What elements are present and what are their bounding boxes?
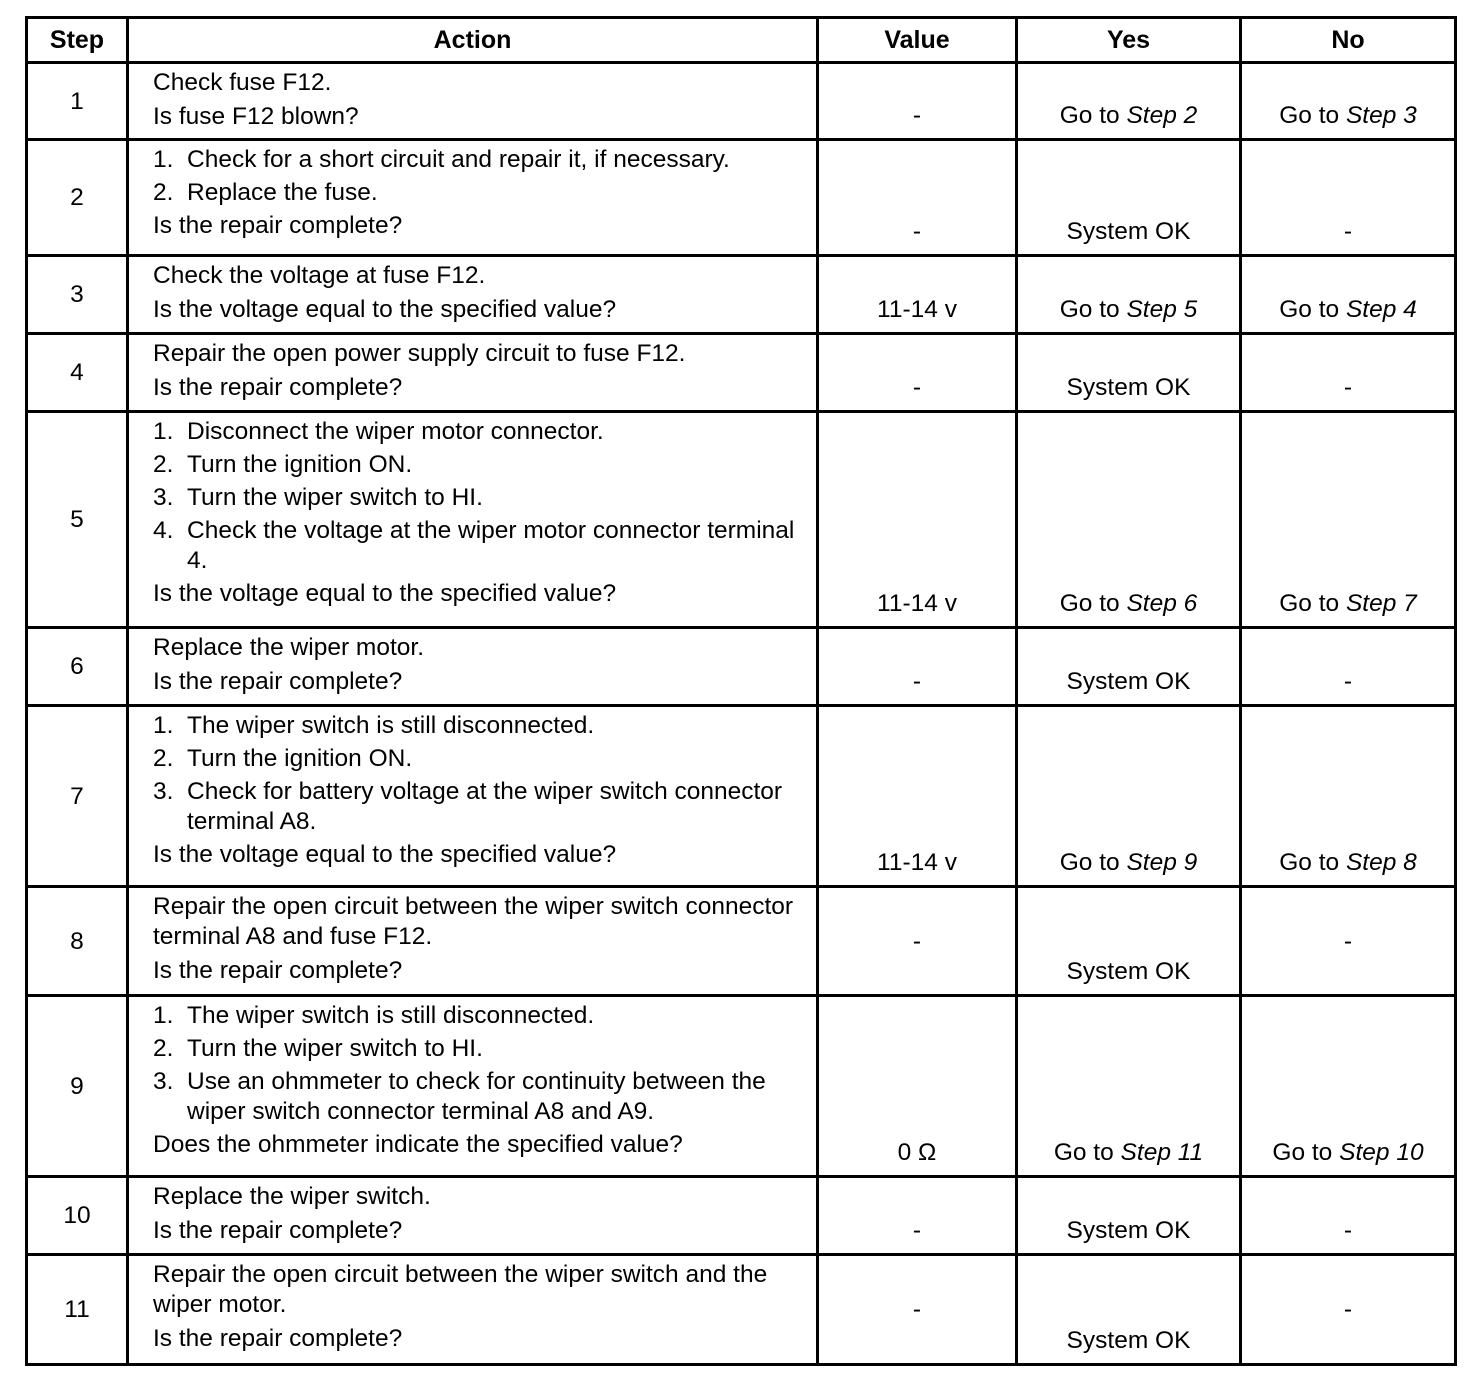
goto-prefix: Go to — [1279, 102, 1346, 129]
action-cell — [128, 63, 818, 140]
step-number: 4 — [27, 334, 128, 412]
action-text: Replace the wiper switch. — [153, 1183, 431, 1210]
item-text: Check the voltage at the wiper motor connector terminal 4. — [187, 517, 795, 574]
action-question: Is the voltage equal to the specified value? — [153, 580, 617, 607]
value-cell: 0 Ω — [818, 996, 1017, 1177]
action-step-item — [153, 450, 806, 480]
no-cell: - — [1241, 628, 1456, 706]
yes-cell — [1017, 256, 1241, 334]
goto-step-link: Step 2 — [1126, 102, 1198, 129]
action-cell — [128, 706, 818, 887]
action-question: Does the ohmmeter indicate the specified value? — [153, 1131, 683, 1158]
value-cell: - — [818, 140, 1017, 256]
table-row — [27, 706, 1456, 887]
table-row — [27, 628, 1456, 706]
header-row — [27, 18, 1456, 63]
action-text: Repair the open power supply circuit to fuse F12. — [153, 340, 686, 367]
no-cell — [1241, 996, 1456, 1177]
step-number: 11 — [27, 1255, 128, 1365]
item-number: 2. — [153, 1035, 174, 1062]
goto-step-link: Step 6 — [1126, 590, 1198, 617]
value-cell: 11-14 v — [818, 256, 1017, 334]
action-step-item — [153, 711, 806, 741]
goto-prefix: Go to — [1279, 590, 1346, 617]
goto-prefix: Go to — [1272, 1139, 1340, 1166]
action-cell — [128, 256, 818, 334]
value-cell: - — [818, 887, 1017, 996]
action-question: Is the voltage equal to the specified value? — [153, 841, 617, 868]
step-number: 5 — [27, 412, 128, 628]
action-question: Is the repair complete? — [153, 374, 403, 401]
table-row — [27, 334, 1456, 412]
header-yes: Yes — [1017, 18, 1241, 63]
action-cell — [128, 140, 818, 256]
table-row — [27, 140, 1456, 256]
item-text: The wiper switch is still disconnected. — [187, 712, 595, 739]
item-number: 1. — [153, 146, 174, 173]
value-cell: - — [818, 63, 1017, 140]
action-step-item — [153, 417, 806, 447]
step-number: 6 — [27, 628, 128, 706]
no-cell — [1241, 256, 1456, 334]
item-number: 3. — [153, 778, 174, 805]
action-text: Replace the wiper motor. — [153, 634, 424, 661]
value-cell: - — [818, 628, 1017, 706]
diagnostic-table — [25, 16, 1457, 1366]
yes-cell — [1017, 412, 1241, 628]
action-cell — [128, 1255, 818, 1365]
table-row — [27, 412, 1456, 628]
table-row — [27, 63, 1456, 140]
action-step-item — [153, 1001, 806, 1031]
no-cell — [1241, 412, 1456, 628]
goto-prefix: Go to — [1059, 296, 1127, 323]
item-text: Turn the ignition ON. — [187, 745, 413, 772]
action-step-item — [153, 178, 806, 208]
goto-step-link: Step 9 — [1126, 849, 1198, 876]
item-text: Turn the ignition ON. — [187, 451, 413, 478]
no-goto — [1279, 102, 1417, 129]
yes-goto — [1054, 1139, 1203, 1166]
action-step-item — [153, 1034, 806, 1064]
yes-cell: System OK — [1017, 628, 1241, 706]
value-cell: - — [818, 334, 1017, 412]
yes-cell: System OK — [1017, 140, 1241, 256]
goto-prefix: Go to — [1279, 296, 1346, 323]
yes-cell: System OK — [1017, 887, 1241, 996]
action-text: Check the voltage at fuse F12. — [153, 262, 486, 289]
goto-prefix: Go to — [1059, 849, 1127, 876]
step-number: 8 — [27, 887, 128, 996]
action-question: Is the voltage equal to the specified value? — [153, 296, 617, 323]
no-cell: - — [1241, 140, 1456, 256]
action-question: Is the repair complete? — [153, 1325, 403, 1352]
action-question: Is the repair complete? — [153, 212, 403, 239]
action-question: Is the repair complete? — [153, 668, 403, 695]
item-text: Check for a short circuit and repair it, if necessary. — [187, 146, 730, 173]
action-cell — [128, 996, 818, 1177]
goto-prefix: Go to — [1059, 102, 1127, 129]
goto-prefix: Go to — [1059, 590, 1127, 617]
goto-step-link: Step 11 — [1120, 1139, 1204, 1166]
action-step-item — [153, 145, 806, 175]
header-step: Step — [27, 18, 128, 63]
goto-step-link: Step 10 — [1339, 1139, 1424, 1166]
action-cell — [128, 334, 818, 412]
table-row — [27, 887, 1456, 996]
yes-goto — [1060, 849, 1198, 876]
action-question: Is fuse F12 blown? — [153, 103, 359, 130]
action-step-item — [153, 1067, 806, 1127]
table-row — [27, 256, 1456, 334]
yes-cell: System OK — [1017, 334, 1241, 412]
item-text: Disconnect the wiper motor connector. — [187, 418, 604, 445]
item-number: 2. — [153, 451, 174, 478]
item-number: 1. — [153, 418, 174, 445]
no-cell: - — [1241, 1255, 1456, 1365]
value-cell: - — [818, 1255, 1017, 1365]
item-text: Use an ohmmeter to check for continuity between the wiper switch connector terminal A8 and A9. — [187, 1068, 766, 1125]
no-cell: - — [1241, 887, 1456, 996]
header-value: Value — [818, 18, 1017, 63]
yes-cell — [1017, 63, 1241, 140]
yes-cell — [1017, 706, 1241, 887]
step-number: 9 — [27, 996, 128, 1177]
item-number: 1. — [153, 1002, 174, 1029]
no-goto — [1279, 590, 1417, 617]
step-number: 7 — [27, 706, 128, 887]
action-step-item — [153, 744, 806, 774]
step-number: 2 — [27, 140, 128, 256]
item-text: The wiper switch is still disconnected. — [187, 1002, 595, 1029]
no-goto — [1279, 849, 1417, 876]
action-text: Repair the open circuit between the wiper switch and the wiper motor. — [153, 1261, 768, 1318]
value-cell: 11-14 v — [818, 706, 1017, 887]
action-cell — [128, 887, 818, 996]
item-text: Check for battery voltage at the wiper switch connector terminal A8. — [187, 778, 783, 835]
step-number: 1 — [27, 63, 128, 140]
goto-step-link: Step 7 — [1345, 590, 1417, 617]
table-row — [27, 1177, 1456, 1255]
action-step-item — [153, 516, 806, 576]
item-number: 3. — [153, 1068, 174, 1095]
goto-prefix: Go to — [1279, 849, 1346, 876]
action-text: Check fuse F12. — [153, 69, 332, 96]
yes-cell: System OK — [1017, 1255, 1241, 1365]
item-number: 1. — [153, 712, 174, 739]
value-cell: 11-14 v — [818, 412, 1017, 628]
no-cell — [1241, 706, 1456, 887]
yes-goto — [1060, 102, 1198, 129]
item-number: 4. — [153, 517, 174, 544]
no-goto — [1279, 296, 1417, 323]
goto-step-link: Step 3 — [1345, 102, 1417, 129]
item-number: 2. — [153, 179, 174, 206]
yes-cell: System OK — [1017, 1177, 1241, 1255]
action-text: Repair the open circuit between the wiper switch connector terminal A8 and fuse F12. — [153, 893, 794, 950]
no-goto — [1272, 1139, 1423, 1166]
goto-step-link: Step 4 — [1345, 296, 1417, 323]
action-cell — [128, 412, 818, 628]
header-action: Action — [128, 18, 818, 63]
action-cell — [128, 1177, 818, 1255]
action-step-item — [153, 483, 806, 513]
no-cell: - — [1241, 1177, 1456, 1255]
table-row — [27, 996, 1456, 1177]
action-cell — [128, 628, 818, 706]
action-question: Is the repair complete? — [153, 957, 403, 984]
no-cell — [1241, 63, 1456, 140]
item-text: Turn the wiper switch to HI. — [187, 484, 483, 511]
action-question: Is the repair complete? — [153, 1217, 403, 1244]
item-text: Replace the fuse. — [187, 179, 378, 206]
action-step-item — [153, 777, 806, 837]
table-body — [27, 63, 1456, 1365]
step-number: 10 — [27, 1177, 128, 1255]
table-row — [27, 1255, 1456, 1365]
item-number: 2. — [153, 745, 174, 772]
goto-prefix: Go to — [1053, 1139, 1121, 1166]
yes-goto — [1060, 590, 1198, 617]
header-no: No — [1241, 18, 1456, 63]
item-text: Turn the wiper switch to HI. — [187, 1035, 483, 1062]
goto-step-link: Step 8 — [1345, 849, 1417, 876]
yes-goto — [1060, 296, 1198, 323]
goto-step-link: Step 5 — [1126, 296, 1198, 323]
yes-cell — [1017, 996, 1241, 1177]
item-number: 3. — [153, 484, 174, 511]
step-number: 3 — [27, 256, 128, 334]
value-cell: - — [818, 1177, 1017, 1255]
no-cell: - — [1241, 334, 1456, 412]
